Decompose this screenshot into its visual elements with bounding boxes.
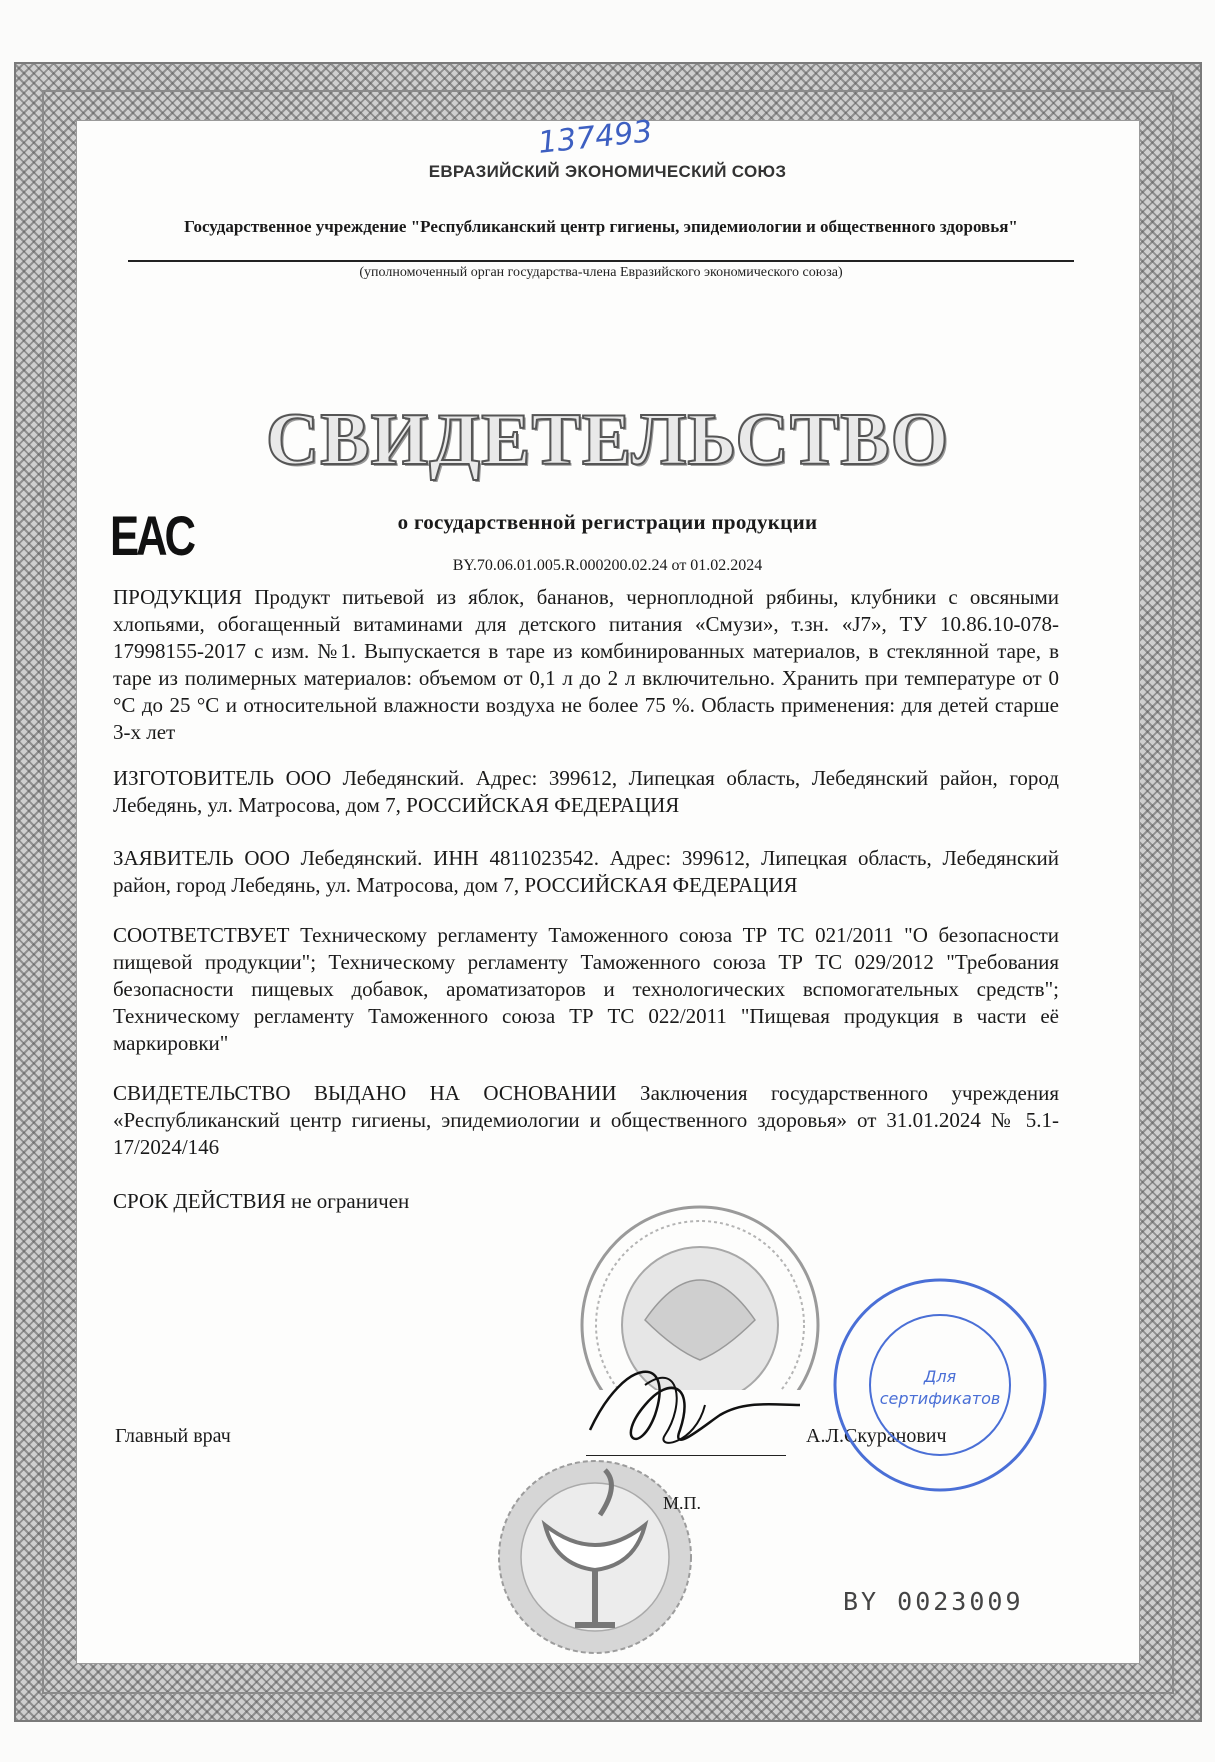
union-heading: ЕВРАЗИЙСКИЙ ЭКОНОМИЧЕСКИЙ СОЮЗ — [428, 162, 787, 181]
section-conforms — [113, 922, 1059, 1057]
section-manufacturer — [113, 765, 1059, 819]
signatory-role: Главный врач — [115, 1425, 231, 1447]
applicant-text: ООО Лебедянский. ИНН 4811023542. Адрес: 399612, Липецкая область, Лебедянский район, город Лебедянь, ул. Матросова, дом 7, РОССИЙСКАЯ ФЕДЕРАЦИЯ — [113, 846, 1059, 897]
certificate-title: СВИДЕТЕЛЬСТВО — [265, 399, 950, 481]
manufacturer-label: ИЗГОТОВИТЕЛЬ — [113, 766, 275, 790]
seal-place-label: М.П. — [663, 1493, 702, 1513]
organization-note: (уполномоченный орган государства-члена Евразийского экономического союза) — [359, 265, 843, 280]
serial-number: BY 0023009 — [843, 1587, 1024, 1616]
organization-rule — [128, 260, 1074, 262]
basis-text: Заключения государственного учреждения «Республиканский центр гигиены, эпидемиологии и общественного здоровья» от 31.01.2024 № 5.1-17/2024/146 — [113, 1081, 1060, 1159]
registration-number: BY.70.06.01.005.R.000200.02.24 от 01.02.2024 — [452, 557, 763, 574]
manufacturer-text: ООО Лебедянский. Адрес: 399612, Липецкая область, Лебедянский район, город Лебедянь, ул. Матросова, дом 7, РОССИЙСКАЯ ФЕДЕРАЦИЯ — [113, 766, 1059, 817]
applicant-label: ЗАЯВИТЕЛЬ — [113, 846, 234, 870]
eac-mark: EAC — [110, 504, 193, 567]
organization-name: Государственное учреждение "Республиканский центр гигиены, эпидемиологии и общественного здоровья" — [184, 217, 1018, 236]
company-stamp — [825, 1270, 1055, 1500]
conforms-label: СООТВЕТСТВУЕТ — [113, 923, 290, 947]
stamp-center-line2: сертификатов — [879, 1389, 1001, 1408]
section-basis — [113, 1080, 1059, 1161]
signatory-name: А.Л.Скуранович — [806, 1425, 947, 1447]
stamp-center-line1: Для — [923, 1367, 957, 1386]
signature-line — [586, 1455, 786, 1456]
handwritten-number: 137493 — [536, 114, 655, 161]
certificate-subtitle: о государственной регистрации продукции — [397, 510, 818, 534]
validity-text: не ограничен — [290, 1189, 410, 1213]
conforms-text: Техническому регламенту Таможенного союза ТР ТС 021/2011 "О безопасности пищевой продукции"; Техническому регламенту Таможенного союза ТР ТС 029/2012 "Требования безопасности пищевых добавок, ароматизаторов и технологических вспомогательных средств"; Техническому регламенту Таможенного союза ТР ТС 022/2011 "Пищевая продукция в части её маркировки" — [113, 923, 1060, 1055]
hygieia-rosette — [495, 1455, 695, 1660]
product-label: ПРОДУКЦИЯ — [113, 585, 243, 609]
product-text: Продукт питьевой из яблок, бананов, черноплодной рябины, клубники с овсяными хлопьями, обогащенный витаминами для детского питания «Смузи», т.зн. «J7», ТУ 10.86.10-078-17998155-2017 с изм. №1. Выпускается в таре из комбинированных материалов, в стеклянной таре, в таре из полимерных материалов: объемом от 0,1 л до 2 л включительно. Хранить при температуре от 0 °С до 25 °С и относительной влажности воздуха не более 75 %. Область применения: для детей старше 3-х лет — [113, 585, 1060, 744]
section-product — [113, 584, 1059, 746]
validity-label: СРОК ДЕЙСТВИЯ — [113, 1189, 286, 1213]
section-applicant — [113, 845, 1059, 899]
basis-label: СВИДЕТЕЛЬСТВО ВЫДАНО НА ОСНОВАНИИ — [113, 1081, 617, 1105]
